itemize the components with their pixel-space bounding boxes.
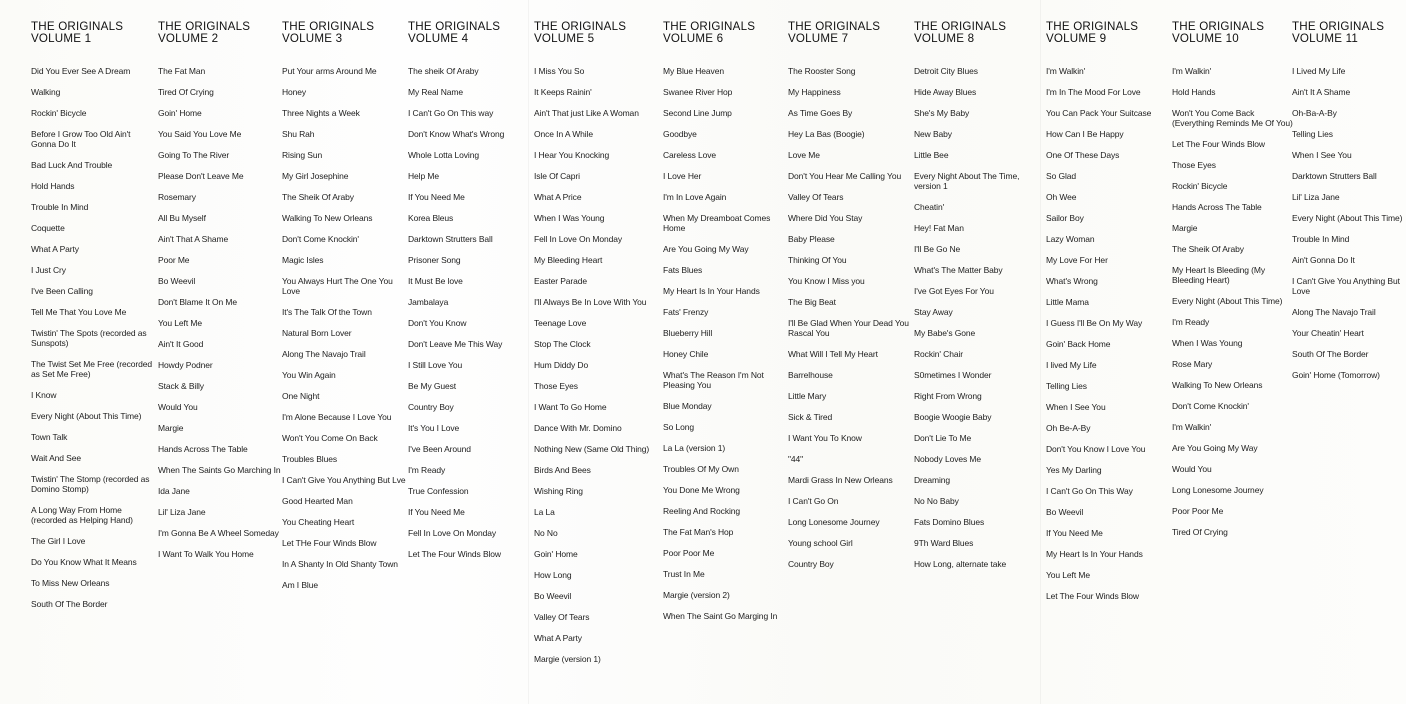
track-title: Margie (version 1)	[534, 654, 601, 664]
track-title: I Know	[31, 390, 57, 400]
track-title: Let THe Four Winds Blow	[282, 538, 377, 548]
track-title: Love Me	[788, 150, 820, 160]
track-title: Don't You Know	[408, 318, 467, 328]
track-title: Telling Lies	[1046, 381, 1087, 391]
volume-title: THE ORIGINALS VOLUME 2	[158, 20, 251, 45]
volume-title: THE ORIGINALS VOLUME 9	[1046, 20, 1139, 45]
track-title: Good Hearted Man	[282, 496, 353, 506]
volume-column-10	[1172, 21, 1296, 548]
track-title: Walking To New Orleans	[282, 213, 373, 223]
track-title: Don't Come Knockin'	[282, 234, 359, 244]
track-title: South Of The Border	[1292, 349, 1369, 359]
track-title: Careless Love	[663, 150, 717, 160]
track-title: Goin' Home	[534, 549, 578, 559]
track-title: Goodbye	[663, 129, 697, 139]
track-list	[1172, 66, 1296, 537]
track-title: I Can't Go On	[788, 496, 839, 506]
track-title: Darktown Strutters Ball	[408, 234, 493, 244]
track-title: 9Th Ward Blues	[914, 538, 974, 548]
track-title: Telling Lies	[1292, 129, 1333, 139]
track-title: How Long, alternate take	[914, 559, 1007, 569]
track-title: Three Nights a Week	[282, 108, 360, 118]
track-title: My Bleeding Heart	[534, 255, 603, 265]
track-title: My Love For Her	[1046, 255, 1108, 265]
track-title: Would You	[158, 402, 198, 412]
track-title: Those Eyes	[534, 381, 578, 391]
track-title: Let The Four Winds Blow	[1172, 139, 1265, 149]
track-title: Every Night (About This Time)	[1292, 213, 1403, 223]
track-title: Twistin' The Stomp (recorded as Domino Stomp)	[31, 474, 150, 494]
track-title: Dance With Mr. Domino	[534, 423, 622, 433]
track-title: What's Wrong	[1046, 276, 1098, 286]
track-title: I've Been Around	[408, 444, 471, 454]
track-title: Valley Of Tears	[788, 192, 844, 202]
track-title: My Happiness	[788, 87, 841, 97]
volume-column-2	[158, 21, 282, 570]
track-title: I Love Her	[663, 171, 702, 181]
track-title: The sheik Of Araby	[408, 66, 479, 76]
track-title: I'll Be Glad When Your Dead You Rascal You	[788, 318, 909, 338]
track-title: Howdy Podner	[158, 360, 213, 370]
volume-column-3	[282, 21, 406, 601]
track-title: Margie	[1172, 223, 1198, 233]
track-list	[1292, 66, 1406, 380]
track-title: Don't Leave Me This Way	[408, 339, 503, 349]
track-title: Rockin' Chair	[914, 349, 963, 359]
volume-column-4	[408, 21, 532, 570]
track-title: True Confession	[408, 486, 469, 496]
track-title: Swanee River Hop	[663, 87, 733, 97]
track-title: Ain't It A Shame	[1292, 87, 1351, 97]
volume-column-7	[788, 21, 912, 580]
track-title: Your Cheatin' Heart	[1292, 328, 1364, 338]
track-title: What A Party	[534, 633, 582, 643]
track-title: You Left Me	[1046, 570, 1090, 580]
track-list	[788, 66, 912, 569]
track-title: Tell Me That You Love Me	[31, 307, 127, 317]
track-title: Tired Of Crying	[158, 87, 214, 97]
track-title: I've Been Calling	[31, 286, 93, 296]
track-title: I Can't Give You Anything But Lve	[282, 475, 406, 485]
track-title: Yes My Darling	[1046, 465, 1102, 475]
track-title: Ida Jane	[158, 486, 190, 496]
track-title: Bad Luck And Trouble	[31, 160, 113, 170]
track-title: Thinking Of You	[788, 255, 847, 265]
track-title: You Left Me	[158, 318, 202, 328]
track-title: Goin' Back Home	[1046, 339, 1111, 349]
track-title: Teenage Love	[534, 318, 587, 328]
track-title: Tired Of Crying	[1172, 527, 1228, 537]
track-title: Fats Blues	[663, 265, 703, 275]
track-title: Along The Navajo Trail	[282, 349, 366, 359]
track-title: Every Night (About This Time)	[1172, 296, 1283, 306]
track-title: No No	[534, 528, 558, 538]
track-title: Dreaming	[914, 475, 951, 485]
track-title: Boogie Woogie Baby	[914, 412, 992, 422]
track-list	[282, 66, 406, 590]
track-title: Fell In Love On Monday	[408, 528, 497, 538]
track-title: Margie	[158, 423, 184, 433]
track-title: Stop The Clock	[534, 339, 591, 349]
track-title: Every Night (About This Time)	[31, 411, 142, 421]
track-title: Little Bee	[914, 150, 949, 160]
track-title: I Can't Go On This Way	[1046, 486, 1133, 496]
track-title: The Fat Man	[158, 66, 206, 76]
track-title: Won't You Come Back (Everything Reminds Me Of You)	[1172, 108, 1293, 128]
track-title: Lil' Liza Jane	[1292, 192, 1340, 202]
track-title: Hey La Bas (Boogie)	[788, 129, 865, 139]
track-title: Let The Four Winds Blow	[408, 549, 501, 559]
track-list	[663, 66, 787, 621]
track-title: Long Lonesome Journey	[1172, 485, 1264, 495]
track-title: I'll Always Be In Love With You	[534, 297, 647, 307]
track-title: Bo Weevil	[1046, 507, 1084, 517]
volume-column-11	[1292, 21, 1406, 391]
track-title: Trust In Me	[663, 569, 705, 579]
track-title: It's You I Love	[408, 423, 460, 433]
track-title: All Bu Myself	[158, 213, 206, 223]
track-title: Honey	[282, 87, 307, 97]
track-title: Before I Grow Too Old Ain't Gonna Do It	[31, 129, 131, 149]
track-title: You Always Hurt The One You Love	[282, 276, 393, 296]
track-title: Trouble In Mind	[1292, 234, 1350, 244]
track-title: I Want To Walk You Home	[158, 549, 254, 559]
volume-column-8	[914, 21, 1038, 580]
track-title: In A Shanty In Old Shanty Town	[282, 559, 398, 569]
track-title: I'm Alone Because I Love You	[282, 412, 392, 422]
track-title: You Done Me Wrong	[663, 485, 740, 495]
track-title: Nobody Loves Me	[914, 454, 982, 464]
track-title: I Lived My Life	[1292, 66, 1346, 76]
track-title: Young school Girl	[788, 538, 853, 548]
track-title: Don't You Hear Me Calling You	[788, 171, 902, 181]
track-title: The Fat Man's Hop	[663, 527, 734, 537]
track-title: Mardi Grass In New Orleans	[788, 475, 893, 485]
volume-title: THE ORIGINALS VOLUME 8	[914, 20, 1007, 45]
track-title: I'm Walkin'	[1172, 422, 1212, 432]
track-title: Help Me	[408, 171, 439, 181]
track-title: If You Need Me	[408, 507, 465, 517]
track-title: Poor Poor Me	[663, 548, 715, 558]
track-title: Stack & Billy	[158, 381, 204, 391]
track-title: New Baby	[914, 129, 952, 139]
track-title: Natural Born Lover	[282, 328, 352, 338]
volume-column-1	[31, 21, 155, 620]
track-title: I Guess I'll Be On My Way	[1046, 318, 1143, 328]
track-title: When The Saint Go Marging In	[663, 611, 778, 621]
volume-title: THE ORIGINALS VOLUME 11	[1292, 20, 1385, 45]
track-title: As Time Goes By	[788, 108, 853, 118]
track-title: What Will I Tell My Heart	[788, 349, 878, 359]
track-title: How Long	[534, 570, 572, 580]
track-title: So Glad	[1046, 171, 1077, 181]
track-title: You Said You Love Me	[158, 129, 242, 139]
track-title: Sick & Tired	[788, 412, 833, 422]
track-title: I Miss You So	[534, 66, 585, 76]
track-title: When I Was Young	[534, 213, 605, 223]
track-title: Detroit City Blues	[914, 66, 978, 76]
track-title: Goin' Home (Tomorrow)	[1292, 370, 1380, 380]
track-title: Don't Blame It On Me	[158, 297, 237, 307]
track-title: Poor Poor Me	[1172, 506, 1224, 516]
volume-column-5	[534, 21, 658, 675]
track-title: Magic Isles	[282, 255, 324, 265]
track-title: When My Dreamboat Comes Home	[663, 213, 771, 233]
track-title: Second Line Jump	[663, 108, 732, 118]
track-title: I Hear You Knocking	[534, 150, 610, 160]
track-title: Little Mama	[1046, 297, 1089, 307]
track-title: Lazy Woman	[1046, 234, 1095, 244]
volume-title: THE ORIGINALS VOLUME 10	[1172, 20, 1265, 45]
track-title: My Babe's Gone	[914, 328, 976, 338]
track-title: I Just Cry	[31, 265, 66, 275]
volume-title: THE ORIGINALS VOLUME 7	[788, 20, 881, 45]
track-title: I'm Gonna Be A Wheel Someday	[158, 528, 279, 538]
track-list	[31, 66, 155, 609]
track-title: Little Mary	[788, 391, 827, 401]
track-title: La La (version 1)	[663, 443, 726, 453]
track-title: Every Night About The Time, version 1	[914, 171, 1020, 191]
track-title: My Heart Is Bleeding (My Bleeding Heart)	[1172, 265, 1266, 285]
track-title: Rockin' Bicycle	[1172, 181, 1228, 191]
track-title: What's The Reason I'm Not Pleasing You	[663, 370, 764, 390]
track-title: Bo Weevil	[158, 276, 196, 286]
track-title: My Real Name	[408, 87, 464, 97]
track-title: When I See You	[1046, 402, 1106, 412]
track-list	[534, 66, 658, 664]
track-title: No No Baby	[914, 496, 959, 506]
track-list	[1046, 66, 1170, 601]
track-title: Don't Come Knockin'	[1172, 401, 1249, 411]
track-title: It's The Talk Of the Town	[282, 307, 372, 317]
volume-title: THE ORIGINALS VOLUME 1	[31, 20, 124, 45]
track-title: Margie (version 2)	[663, 590, 730, 600]
track-title: Hey! Fat Man	[914, 223, 964, 233]
track-title: Are You Going My Way	[663, 244, 749, 254]
track-title: I Want To Go Home	[534, 402, 607, 412]
track-title: Trouble In Mind	[31, 202, 89, 212]
track-title: Once In A While	[534, 129, 593, 139]
track-title: Troubles Of My Own	[663, 464, 739, 474]
track-title: Goin' Home	[158, 108, 202, 118]
track-title: "44"	[788, 454, 804, 464]
track-title: South Of The Border	[31, 599, 108, 609]
track-title: Oh Be-A-By	[1046, 423, 1091, 433]
track-title: Hold Hands	[31, 181, 75, 191]
track-title: Hands Across The Table	[1172, 202, 1262, 212]
track-title: Fell In Love On Monday	[534, 234, 623, 244]
track-title: Poor Me	[158, 255, 190, 265]
track-title: I'm Ready	[408, 465, 446, 475]
track-title: My Girl Josephine	[282, 171, 349, 181]
track-title: Birds And Bees	[534, 465, 591, 475]
track-title: Fats' Frenzy	[663, 307, 709, 317]
track-title: Would You	[1172, 464, 1212, 474]
track-title: Blue Monday	[663, 401, 712, 411]
volume-column-9	[1046, 21, 1170, 612]
track-title: I Can't Go On This way	[408, 108, 494, 118]
track-title: Are You Going My Way	[1172, 443, 1258, 453]
track-title: Oh-Ba-A-By	[1292, 108, 1337, 118]
track-title: Be My Guest	[408, 381, 457, 391]
track-title: You Know I Miss you	[788, 276, 865, 286]
track-title: Prisoner Song	[408, 255, 461, 265]
track-title: The Girl I Love	[31, 536, 86, 546]
track-title: Lil' Liza Jane	[158, 507, 206, 517]
track-title: When I See You	[1292, 150, 1352, 160]
track-title: Troubles Blues	[282, 454, 337, 464]
track-title: Going To The River	[158, 150, 230, 160]
track-title: Those Eyes	[1172, 160, 1216, 170]
track-title: If You Need Me	[408, 192, 465, 202]
track-title: La La	[534, 507, 555, 517]
track-title: Where Did You Stay	[788, 213, 863, 223]
track-title: Darktown Strutters Ball	[1292, 171, 1377, 181]
track-title: Fats Domino Blues	[914, 517, 985, 527]
track-title: Whole Lotta Loving	[408, 150, 479, 160]
track-title: I'm In The Mood For Love	[1046, 87, 1141, 97]
track-title: My Blue Heaven	[663, 66, 724, 76]
track-title: When The Saints Go Marching In	[158, 465, 281, 475]
track-title: What's The Matter Baby	[914, 265, 1003, 275]
track-title: Do You Know What It Means	[31, 557, 137, 567]
track-title: I Still Love You	[408, 360, 463, 370]
track-title: Jambalaya	[408, 297, 449, 307]
track-title: S0metimes I Wonder	[914, 370, 992, 380]
track-title: Am I Blue	[282, 580, 318, 590]
track-title: Coquette	[31, 223, 65, 233]
track-title: The Sheik Of Araby	[1172, 244, 1244, 254]
track-title: Long Lonesome Journey	[788, 517, 880, 527]
track-title: To Miss New Orleans	[31, 578, 110, 588]
track-title: Oh Wee	[1046, 192, 1077, 202]
track-title: I Want You To Know	[788, 433, 862, 443]
track-title: What A Price	[534, 192, 582, 202]
track-title: Don't You Know I Love You	[1046, 444, 1146, 454]
track-title: Isle Of Capri	[534, 171, 580, 181]
track-title: Ain't Gonna Do It	[1292, 255, 1355, 265]
track-title: If You Need Me	[1046, 528, 1103, 538]
track-title: One Night	[282, 391, 320, 401]
track-title: One Of These Days	[1046, 150, 1120, 160]
track-title: Wait And See	[31, 453, 81, 463]
track-title: Let The Four Winds Blow	[1046, 591, 1139, 601]
track-title: Sailor Boy	[1046, 213, 1084, 223]
track-title: Ain't That just Like A Woman	[534, 108, 639, 118]
track-title: When I Was Young	[1172, 338, 1243, 348]
track-title: Town Talk	[31, 432, 68, 442]
track-title: The Twist Set Me Free (recorded as Set Me Free)	[31, 359, 152, 379]
track-title: Stay Away	[914, 307, 953, 317]
volume-title: THE ORIGINALS VOLUME 3	[282, 20, 375, 45]
track-title: Korea Bleus	[408, 213, 454, 223]
track-title: You Can Pack Your Suitcase	[1046, 108, 1152, 118]
track-title: Don't Know What's Wrong	[408, 129, 505, 139]
track-title: It Must Be love	[408, 276, 463, 286]
track-title: I'm In Love Again	[663, 192, 727, 202]
track-title: Wishing Ring	[534, 486, 583, 496]
track-title: My Heart Is In Your Hands	[663, 286, 760, 296]
track-title: I've Got Eyes For You	[914, 286, 994, 296]
track-title: Blueberry Hill	[663, 328, 713, 338]
track-title: Bo Weevil	[534, 591, 572, 601]
track-title: I'm Ready	[1172, 317, 1210, 327]
track-title: It Keeps Rainin'	[534, 87, 592, 97]
track-title: Ain't It Good	[158, 339, 204, 349]
track-title: Rising Sun	[282, 150, 323, 160]
track-title: The Sheik Of Araby	[282, 192, 354, 202]
track-title: Rosemary	[158, 192, 196, 202]
track-list	[408, 66, 532, 559]
track-title: Baby Please	[788, 234, 835, 244]
track-title: Did You Ever See A Dream	[31, 66, 131, 76]
track-title: She's My Baby	[914, 108, 970, 118]
volume-title: THE ORIGINALS VOLUME 5	[534, 20, 627, 45]
track-title: The Rooster Song	[788, 66, 856, 76]
track-title: I'm Walkin'	[1046, 66, 1086, 76]
track-title: Reeling And Rocking	[663, 506, 741, 516]
track-title: Walking	[31, 87, 61, 97]
track-title: Walking To New Orleans	[1172, 380, 1263, 390]
track-title: Shu Rah	[282, 129, 315, 139]
track-title: What A Party	[31, 244, 79, 254]
track-title: Please Don't Leave Me	[158, 171, 244, 181]
track-title: Along The Navajo Trail	[1292, 307, 1376, 317]
track-title: The Big Beat	[788, 297, 836, 307]
track-title: Hum Diddy Do	[534, 360, 589, 370]
track-title: So Long	[663, 422, 694, 432]
track-title: Valley Of Tears	[534, 612, 590, 622]
track-title: Country Boy	[788, 559, 834, 569]
track-title: Don't Lie To Me	[914, 433, 972, 443]
track-title: I'm Walkin'	[1172, 66, 1212, 76]
track-title: Twistin' The Spots (recorded as Sunspots)	[31, 328, 147, 348]
track-title: My Heart Is In Your Hands	[1046, 549, 1143, 559]
track-title: I Can't Give You Anything But Love	[1292, 276, 1400, 296]
track-title: Cheatin'	[914, 202, 945, 212]
track-title: Nothing New (Same Old Thing)	[534, 444, 650, 454]
track-title: Ain't That A Shame	[158, 234, 229, 244]
track-title: Rockin' Bicycle	[31, 108, 87, 118]
track-title: I'll Be Go Ne	[914, 244, 961, 254]
track-title: Hands Across The Table	[158, 444, 248, 454]
track-list	[158, 66, 282, 559]
volume-title: THE ORIGINALS VOLUME 4	[408, 20, 501, 45]
track-title: Rose Mary	[1172, 359, 1213, 369]
track-title: Put Your arms Around Me	[282, 66, 377, 76]
track-title: Honey Chile	[663, 349, 709, 359]
track-title: Easter Parade	[534, 276, 588, 286]
track-title: Country Boy	[408, 402, 454, 412]
track-title: You Cheating Heart	[282, 517, 355, 527]
volume-column-6	[663, 21, 787, 632]
track-title: A Long Way From Home (recorded as Helping Hand)	[31, 505, 133, 525]
track-title: Won't You Come On Back	[282, 433, 378, 443]
track-title: Hold Hands	[1172, 87, 1216, 97]
track-title: Hide Away Blues	[914, 87, 977, 97]
track-title: You Win Again	[282, 370, 336, 380]
track-title: Barrelhouse	[788, 370, 833, 380]
track-list	[914, 66, 1038, 569]
track-title: I lived My Life	[1046, 360, 1097, 370]
track-title: How Can I Be Happy	[1046, 129, 1124, 139]
track-title: Right From Wrong	[914, 391, 982, 401]
volume-title: THE ORIGINALS VOLUME 6	[663, 20, 756, 45]
